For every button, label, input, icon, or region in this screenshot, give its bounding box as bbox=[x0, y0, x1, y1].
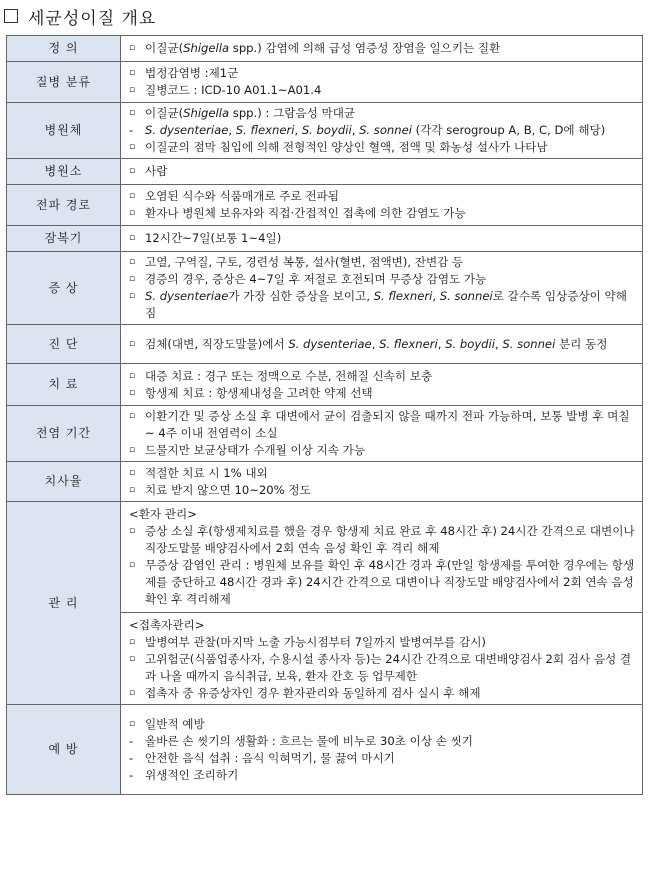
square-bullet-icon: ▫ bbox=[129, 166, 136, 176]
row-content bbox=[121, 252, 643, 325]
row-label: 잠복기 bbox=[7, 226, 121, 252]
table-row bbox=[7, 252, 643, 325]
square-bullet-icon: ▫ bbox=[129, 411, 136, 421]
square-bullet-icon: ▫ bbox=[129, 654, 136, 664]
content-line bbox=[129, 685, 636, 702]
content-text: 드물지만 보균상태가 수개월 이상 지속 가능 bbox=[145, 443, 366, 457]
table-row bbox=[7, 62, 643, 103]
row-label: 정 의 bbox=[7, 36, 121, 62]
content-text: 위생적인 조리하기 bbox=[145, 767, 239, 782]
square-bullet-icon: ▫ bbox=[129, 637, 136, 647]
table-row bbox=[7, 462, 643, 502]
row-label: 전파 경로 bbox=[7, 185, 121, 226]
content-text: 안전한 음식 섭취 : 음식 익혀먹기, 물 끓여 마시기 bbox=[145, 750, 395, 765]
table-row bbox=[7, 185, 643, 226]
row-label: 질병 분류 bbox=[7, 62, 121, 103]
row-content bbox=[121, 502, 643, 705]
content-text: 일반적 예방 bbox=[145, 716, 205, 731]
content-line bbox=[129, 651, 636, 685]
content-line bbox=[129, 733, 636, 750]
content-text: 환자나 병원체 보유자와 직접·간접적인 접촉에 의한 감염도 가능 bbox=[145, 206, 466, 220]
table-row bbox=[7, 502, 643, 705]
content-text: 항생제 치료 : 항생제내성을 고려한 약제 선택 bbox=[145, 385, 373, 400]
contact-management-section bbox=[121, 612, 642, 702]
content-text: 고열, 구역질, 구토, 경련성 복통, 설사(혈변, 점액변), 잔변감 등 bbox=[145, 255, 464, 269]
square-bullet-icon: ▫ bbox=[129, 108, 136, 118]
content-line bbox=[129, 205, 636, 222]
row-label: 병원체 bbox=[7, 103, 121, 159]
content-text: 올바른 손 씻기의 생활화 : 흐르는 물에 비누로 30초 이상 손 씻기 bbox=[145, 733, 473, 748]
dash-bullet-icon: - bbox=[129, 767, 134, 782]
content-line bbox=[129, 523, 636, 557]
content-line bbox=[129, 230, 636, 247]
square-bullet-icon: ▫ bbox=[129, 445, 136, 455]
content-line bbox=[129, 40, 636, 57]
row-content bbox=[121, 325, 643, 364]
page-title-block bbox=[4, 4, 156, 28]
square-bullet-icon: ▫ bbox=[129, 257, 136, 267]
content-text: 접촉자 중 유증상자인 경우 환자관리와 동일하게 검사 실시 후 해제 bbox=[145, 686, 481, 700]
content-line bbox=[129, 368, 636, 385]
square-bullet-icon: ▫ bbox=[129, 387, 136, 398]
square-bullet-icon: ▫ bbox=[129, 233, 136, 243]
content-text: 이질균의 점막 침입에 의해 전형적인 양상인 혈액, 점액 및 화농성 설사가 나타남 bbox=[145, 140, 548, 154]
content-text: 고위험군(식품업종사자, 수용시설 종사자 등)는 24시간 간격으로 대변배양검사 2회 검사 음성 결과 나올 때까지 음식취급, 보육, 환자 간호 등 업무제한 bbox=[145, 652, 632, 683]
square-bullet-icon: ▫ bbox=[129, 68, 136, 78]
row-content bbox=[121, 36, 643, 62]
square-bullet-icon: ▫ bbox=[129, 43, 136, 53]
square-bullet-icon: ▫ bbox=[129, 85, 136, 95]
table-row bbox=[7, 325, 643, 364]
content-line bbox=[129, 442, 636, 459]
row-label: 병원소 bbox=[7, 159, 121, 185]
content-line bbox=[129, 750, 636, 767]
patient-management-heading: <환자 관리> bbox=[129, 507, 197, 521]
content-text: 무증상 감염인 관리 : 병원체 보유를 확인 후 48시간 경과 후(만일 항생제를 투여한 경우에는 항생제를 중단하고 48시간 경과 후) 24시간 간격으로 대변이나 직장도말 배양검사에서 2회 연속 음성 확인 후 격리해제 bbox=[145, 558, 635, 606]
content-line bbox=[129, 65, 636, 82]
content-text: 검체(대변, 직장도말물)에서 S. dysenteriae, S. flexneri, S. boydii, S. sonnei 분리 동정 bbox=[145, 336, 608, 351]
content-text: 질병코드 : ICD-10 A01.1~A01.4 bbox=[145, 83, 322, 97]
content-text: 12시간~7일(보통 1~4일) bbox=[145, 231, 282, 245]
content-line bbox=[129, 288, 636, 322]
square-bullet-icon: ▫ bbox=[129, 291, 136, 301]
content-line bbox=[129, 716, 636, 733]
table-row bbox=[7, 103, 643, 159]
content-line bbox=[129, 139, 636, 156]
square-bullet-icon: ▫ bbox=[129, 484, 136, 495]
square-bullet-icon: ▫ bbox=[129, 370, 136, 381]
square-bullet-icon: ▫ bbox=[129, 142, 136, 152]
square-bullet-icon: ▫ bbox=[129, 560, 136, 570]
row-content bbox=[121, 462, 643, 502]
content-text: 경증의 경우, 증상은 4~7일 후 저절로 호전되며 무증상 감염도 가능 bbox=[145, 272, 487, 286]
row-content bbox=[121, 705, 643, 795]
table-row bbox=[7, 159, 643, 185]
row-label: 관 리 bbox=[7, 502, 121, 705]
content-text: 이질균(Shigella spp.) 감염에 의해 급성 염증성 장염을 일으키는 질환 bbox=[145, 41, 501, 55]
content-line bbox=[129, 634, 636, 651]
dash-bullet-icon: - bbox=[129, 750, 134, 765]
page-title: 세균성이질 개요 bbox=[28, 8, 157, 29]
dash-bullet-icon: - bbox=[129, 733, 134, 748]
checkbox-square-icon bbox=[4, 9, 18, 23]
row-content bbox=[121, 62, 643, 103]
content-text: 법정감염병 :제1군 bbox=[145, 66, 239, 80]
content-line bbox=[129, 482, 636, 499]
content-text: 사람 bbox=[145, 164, 168, 178]
content-text: S. dysenteriae가 가장 심한 증상을 보이고, S. flexneri, S. sonnei로 갈수록 임상증상이 약해짐 bbox=[145, 289, 627, 320]
square-bullet-icon: ▫ bbox=[129, 191, 136, 201]
content-text: 이질균(Shigella spp.) : 그람음성 막대균 bbox=[145, 106, 356, 120]
content-line bbox=[129, 271, 636, 288]
content-text: 치료 받지 않으면 10~20% 정도 bbox=[145, 482, 311, 497]
row-content bbox=[121, 226, 643, 252]
square-bullet-icon: ▫ bbox=[129, 274, 136, 284]
content-line bbox=[129, 408, 636, 442]
row-content bbox=[121, 406, 643, 462]
row-content bbox=[121, 364, 643, 406]
content-text: 대증 치료 : 경구 또는 정맥으로 수분, 전해질 신속히 보충 bbox=[145, 368, 433, 383]
square-bullet-icon: ▫ bbox=[129, 718, 136, 729]
content-line bbox=[129, 122, 636, 139]
square-bullet-icon: ▫ bbox=[129, 526, 136, 536]
row-label: 증 상 bbox=[7, 252, 121, 325]
dash-bullet-icon: - bbox=[129, 123, 134, 137]
content-line bbox=[129, 105, 636, 122]
content-text: 발병여부 관찰(마지막 노출 가능시점부터 7일까지 발병여부를 감시) bbox=[145, 635, 486, 649]
row-label: 전염 기간 bbox=[7, 406, 121, 462]
table-row bbox=[7, 406, 643, 462]
content-line bbox=[129, 188, 636, 205]
content-line bbox=[129, 336, 636, 353]
content-line bbox=[129, 82, 636, 99]
content-text: S. dysenteriae, S. flexneri, S. boydii, S. sonnei (각각 serogroup A, B, C, D에 해당) bbox=[145, 123, 606, 137]
overview-table bbox=[6, 35, 643, 795]
table-row bbox=[7, 364, 643, 406]
content-line bbox=[129, 385, 636, 402]
content-line bbox=[129, 465, 636, 482]
square-bullet-icon: ▫ bbox=[129, 338, 136, 349]
row-label: 진 단 bbox=[7, 325, 121, 364]
square-bullet-icon: ▫ bbox=[129, 688, 136, 698]
table-row bbox=[7, 226, 643, 252]
square-bullet-icon: ▫ bbox=[129, 208, 136, 218]
content-line bbox=[129, 557, 636, 608]
content-text: 이환기간 및 증상 소실 후 대변에서 균이 검출되지 않을 때까지 전파 가능하며, 보통 발병 후 며칠 ~ 4주 이내 전염력이 소실 bbox=[145, 409, 630, 440]
contact-management-heading: <접촉자관리> bbox=[129, 618, 205, 632]
row-content bbox=[121, 159, 643, 185]
table-row bbox=[7, 705, 643, 795]
row-label: 치사율 bbox=[7, 462, 121, 502]
row-label: 치 료 bbox=[7, 364, 121, 406]
content-text: 오염된 식수와 식품매개로 주로 전파됨 bbox=[145, 189, 339, 203]
row-label: 예 방 bbox=[7, 705, 121, 795]
content-line bbox=[129, 254, 636, 271]
content-line bbox=[129, 163, 636, 180]
content-line bbox=[129, 767, 636, 784]
row-content bbox=[121, 103, 643, 159]
table-row bbox=[7, 36, 643, 62]
square-bullet-icon: ▫ bbox=[129, 467, 136, 478]
row-content bbox=[121, 185, 643, 226]
content-text: 증상 소실 후(항생제치료를 했을 경우 항생제 치료 완료 후 48시간 후) 24시간 간격으로 대변이나 직장도말물 배양검사에서 2회 연속 음성 확인 후 격리 해제 bbox=[145, 524, 635, 555]
content-text: 적절한 치료 시 1% 내외 bbox=[145, 465, 268, 480]
